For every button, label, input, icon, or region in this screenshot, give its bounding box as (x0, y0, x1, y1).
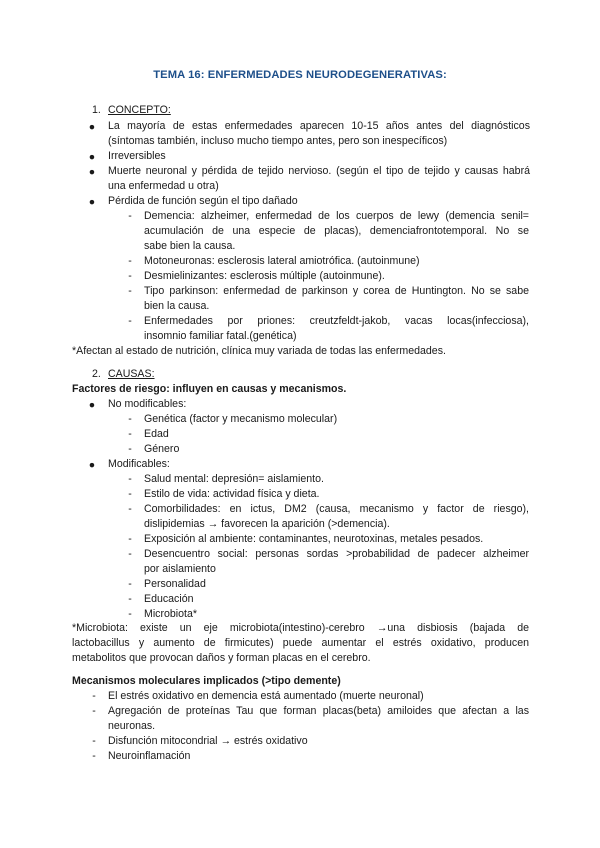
bullet-icon: ● (88, 196, 96, 208)
dash-marker: - (128, 548, 132, 560)
sub-item-line: por aislamiento (144, 563, 216, 575)
list-item-line: Modificables: (108, 458, 170, 470)
sub-item-line: Género (144, 443, 180, 455)
dash-marker: - (128, 428, 132, 440)
bullet-icon: ● (88, 151, 96, 163)
list-item-line: una enfermedad u otra) (108, 180, 219, 192)
dash-marker: - (128, 608, 132, 620)
dash-marker: - (128, 443, 132, 455)
page-title: TEMA 16: ENFERMEDADES NEURODEGENERATIVAS: (153, 69, 447, 81)
section-number: 2. (92, 368, 101, 380)
list-item-line: (síntomas también, incluso mucho tiempo antes, pero son inespecíficos) (108, 135, 448, 147)
bullet-icon: ● (88, 166, 96, 178)
section-heading-concepto: CONCEPTO: (108, 104, 171, 116)
dash-marker: - (128, 255, 132, 267)
section-number: 1. (92, 104, 101, 116)
list-item-line: La mayoría de estas enfermedades aparecen 10-15 años antes del diagnósticos (108, 120, 530, 132)
footnote: *Afectan al estado de nutrición, clínica muy variada de todas las enfermedades. (72, 345, 446, 357)
sub-item-line: sabe bien la causa. (144, 240, 236, 252)
subheading: Mecanismos moleculares implicados (>tipo demente) (72, 675, 341, 687)
sub-item-line: Motoneuronas: esclerosis lateral amiotrófica. (autoinmune) (144, 255, 420, 267)
sub-item-line: Educación (144, 593, 194, 605)
list-item-line: Pérdida de función según el tipo dañado (108, 195, 298, 207)
dash-marker: - (128, 210, 132, 222)
dash-marker: - (128, 285, 132, 297)
sub-item-line: Genética (factor y mecanismo molecular) (144, 413, 338, 425)
microbiota-note-line: metabolitos que provocan daños y forman placas en el cerebro. (72, 652, 371, 664)
sub-item-line: Enfermedades por priones: creutzfeldt-jakob, vacas locas(infecciosa), (144, 315, 529, 327)
list-item-line: Agregación de proteínas Tau que forman placas(beta) amiloides que afectan a las (108, 705, 529, 717)
bullet-icon: ● (88, 399, 96, 411)
microbiota-note-line: lactobacillus y aumento de firmicutes) puede aumentar el estrés oxidativo, producen (72, 637, 529, 649)
sub-item-line: bien la causa. (144, 300, 210, 312)
sub-item-line: Microbiota* (144, 608, 197, 620)
subheading: Factores de riesgo: influyen en causas y mecanismos. (72, 383, 347, 395)
section-heading-causas: CAUSAS: (108, 368, 155, 380)
dash-marker: - (92, 750, 96, 762)
sub-item-line: acumulación de una especie de placas), demenciafrontotemporal. No se (144, 225, 529, 237)
sub-item-line: Desmielinizantes: esclerosis múltiple (autoinmune). (144, 270, 385, 282)
sub-item-line: Comorbilidades: en ictus, DM2 (causa, mecanismo y factor de riesgo), (144, 503, 529, 515)
dash-marker: - (128, 270, 132, 282)
list-item-line: Disfunción mitocondrial → estrés oxidativo (108, 735, 308, 747)
dash-marker: - (128, 578, 132, 590)
bullet-icon: ● (88, 121, 96, 133)
list-item-line: Muerte neuronal y pérdida de tejido nervioso. (según el tipo de tejido y causas habrá (108, 165, 530, 177)
list-item-line: Neuroinflamación (108, 750, 191, 762)
dash-marker: - (128, 533, 132, 545)
dash-marker: - (128, 488, 132, 500)
dash-marker: - (128, 315, 132, 327)
list-item-line: Irreversibles (108, 150, 166, 162)
dash-marker: - (128, 413, 132, 425)
sub-item-line: Salud mental: depresión= aislamiento. (144, 473, 324, 485)
dash-marker: - (128, 503, 132, 515)
sub-item-line: insomnio familiar fatal.(genética) (144, 330, 297, 342)
dash-marker: - (92, 690, 96, 702)
dash-marker: - (92, 735, 96, 747)
sub-item-line: dislipidemias → favorecen la aparición (>demencia). (144, 518, 390, 530)
list-item-line: No modificables: (108, 398, 187, 410)
sub-item-line: Demencia: alzheimer, enfermedad de los cuerpos de lewy (demencia senil= (144, 210, 529, 222)
bullet-icon: ● (88, 459, 96, 471)
dash-marker: - (128, 593, 132, 605)
sub-item-line: Tipo parkinson: enfermedad de parkinson y corea de Huntington. No se sabe (144, 285, 529, 297)
sub-item-line: Desencuentro social: personas sordas >probabilidad de padecer alzheimer (144, 548, 529, 560)
dash-marker: - (92, 705, 96, 717)
sub-item-line: Exposición al ambiente: contaminantes, neurotoxinas, metales pesados. (144, 533, 484, 545)
list-item-line: neuronas. (108, 720, 156, 732)
sub-item-line: Edad (144, 428, 169, 440)
dash-marker: - (128, 473, 132, 485)
microbiota-note-line: *Microbiota: existe un eje microbiota(intestino)-cerebro →una disbiosis (bajada de (72, 622, 529, 634)
sub-item-line: Estilo de vida: actividad física y dieta. (144, 488, 320, 500)
sub-item-line: Personalidad (144, 578, 206, 590)
list-item-line: El estrés oxidativo en demencia está aumentado (muerte neuronal) (108, 690, 424, 702)
